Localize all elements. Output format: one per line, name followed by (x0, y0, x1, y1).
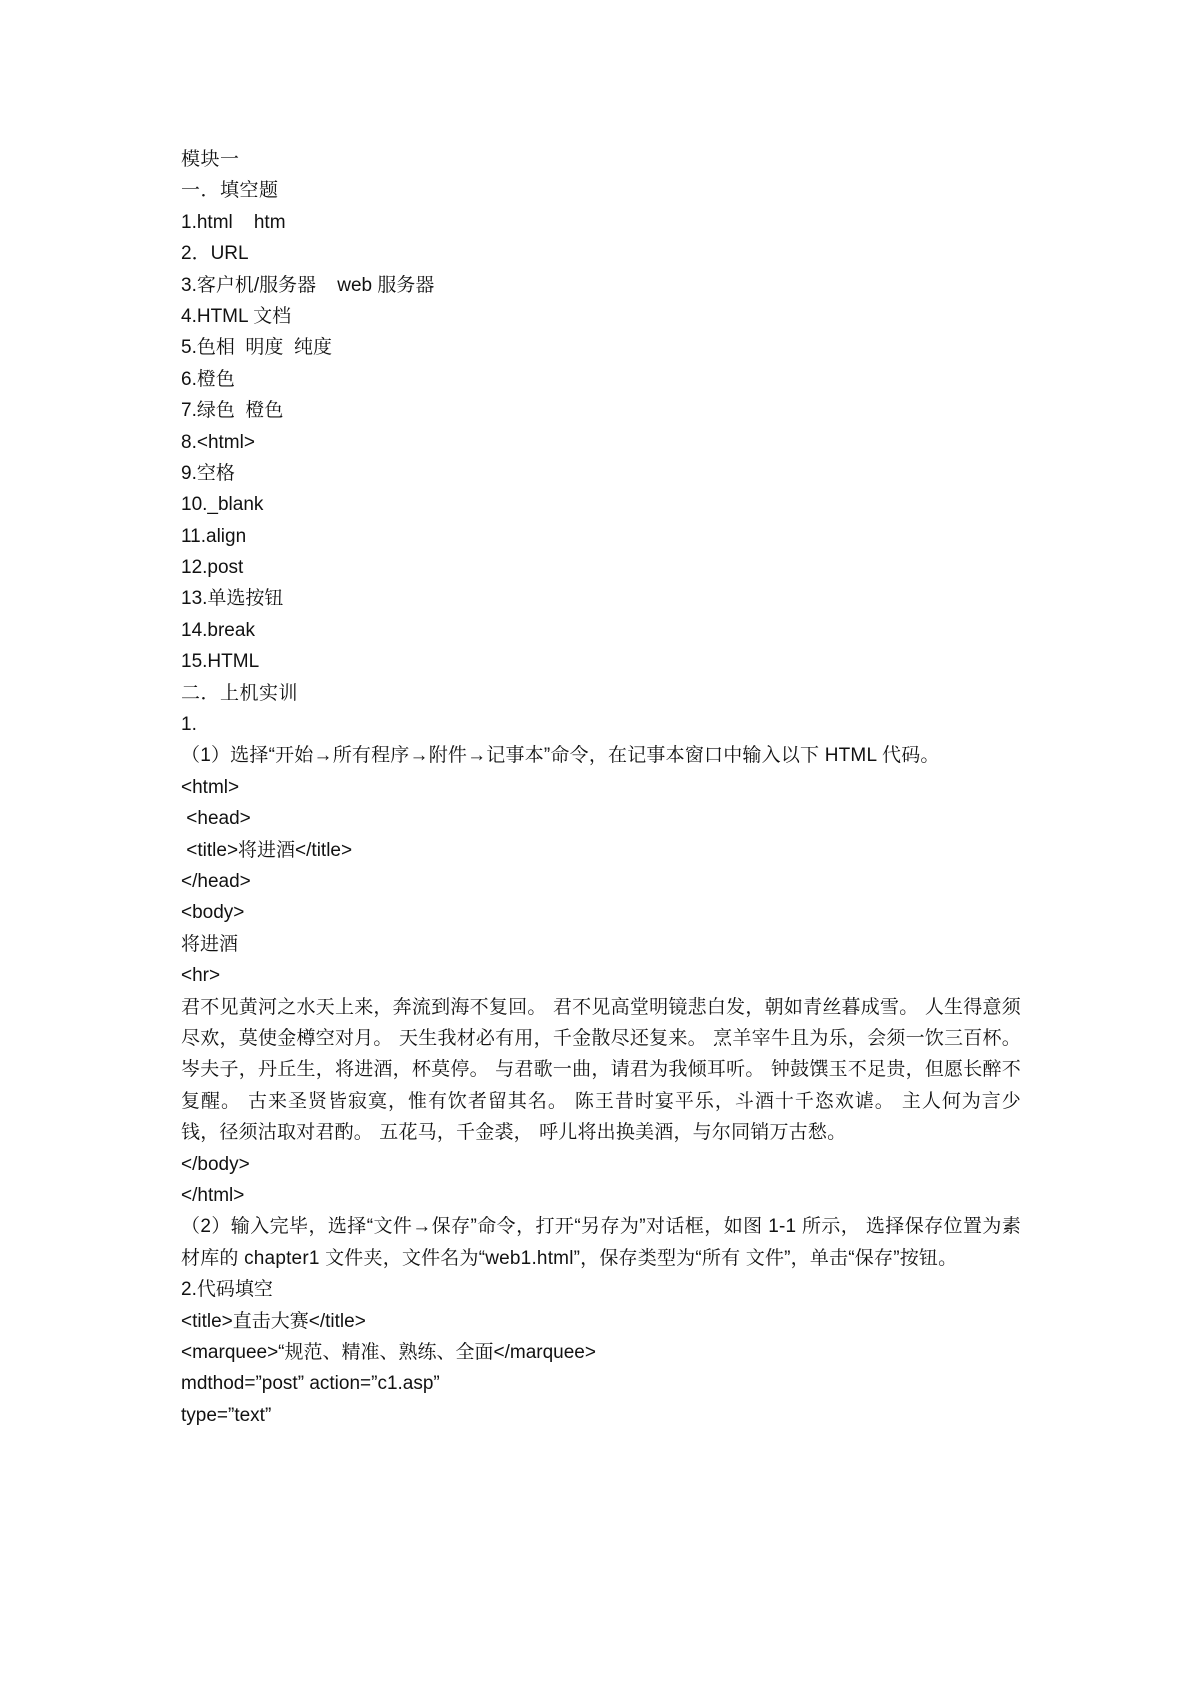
answer-item: 3.客户机/服务器 web 服务器 (181, 274, 435, 296)
answer-item: 13.单选按钮 (181, 588, 284, 610)
lab-item-2-title: 2.代码填空 (181, 1279, 273, 1301)
step-2-text: （2）输入完毕，选择“文件→保存”命令，打开“另存为”对话框，如图 1-1 所示， 选择保存位置为素材库的 chapter1 文件夹，文件名为“web1.html”，保存类型为“所有 文件”，单击“保存”按钮。 (181, 1216, 1021, 1269)
section-heading-lab: 二．上机实训 (181, 681, 299, 704)
answer-item: 12.post (181, 557, 244, 579)
answer-item: 11.align (181, 525, 247, 547)
answer-item: 8.<html> (181, 431, 255, 453)
code-line: </head> (181, 871, 251, 892)
answer-item: 1.html htm (181, 211, 286, 233)
code-line: <title>将进酒</title> (181, 839, 353, 861)
code-block-end (181, 1149, 1021, 1212)
answer-item: 15.HTML (181, 651, 260, 673)
code-line: </body> (181, 1153, 250, 1175)
fill-code-block (181, 1306, 1021, 1432)
code-line: 将进酒 (181, 933, 239, 955)
answer-item: 14.break (181, 619, 255, 641)
code-line: mdthod=”post” action=”c1.asp” (181, 1373, 440, 1395)
answer-item: 7.绿色 橙色 (181, 400, 284, 422)
answer-item: 6.橙色 (181, 368, 235, 390)
answer-item: 5.色相 明度 纯度 (181, 337, 332, 359)
lab-item-number: 1. (181, 714, 197, 736)
code-line: <html> (181, 776, 240, 798)
code-line: </html> (181, 1184, 245, 1206)
document-page (181, 144, 1021, 1431)
code-line: <marquee>“规范、精准、熟练、全面</marquee> (181, 1341, 596, 1363)
answer-item: 4.HTML 文档 (181, 305, 292, 327)
code-line: type=”text” (181, 1404, 272, 1426)
code-line: <head> (181, 808, 251, 830)
poem-text: 君不见黄河之水天上来，奔流到海不复回。 君不见高堂明镜悲白发，朝如青丝暮成雪。 人生得意须尽欢，莫使金樽空对月。 天生我材必有用，千金散尽还复来。 烹羊宰牛且为乐，会须一饮三百杯。 岑夫子，丹丘生，将进酒，杯莫停。 与君歌一曲，请君为我倾耳听。 钟鼓馔玉不足贵，但愿长醉不复醒。 古来圣贤皆寂寞，惟有饮者留其名。 陈王昔时宴平乐，斗酒十千恣欢谑。 主人何为言少钱，径须沽取对君酌。 五花马，千金裘， 呼儿将出换美酒，与尔同销万古愁。 (181, 995, 1021, 1144)
code-line: <title>直击大赛</title> (181, 1310, 366, 1332)
step-1-text: （1）选择“开始→所有程序→附件→记事本”命令，在记事本窗口中输入以下 HTML 代码。 (181, 745, 940, 767)
section-heading-fill-in: 一．填空题 (181, 179, 279, 202)
code-block (181, 772, 1021, 992)
answer-list (181, 207, 1021, 678)
code-line: <body> (181, 902, 245, 924)
answer-item: 2．URL (181, 243, 249, 265)
answer-item: 9.空格 (181, 462, 235, 484)
module-title: 模块一 (181, 148, 240, 170)
answer-item: 10._blank (181, 494, 264, 516)
code-line: <hr> (181, 965, 221, 987)
